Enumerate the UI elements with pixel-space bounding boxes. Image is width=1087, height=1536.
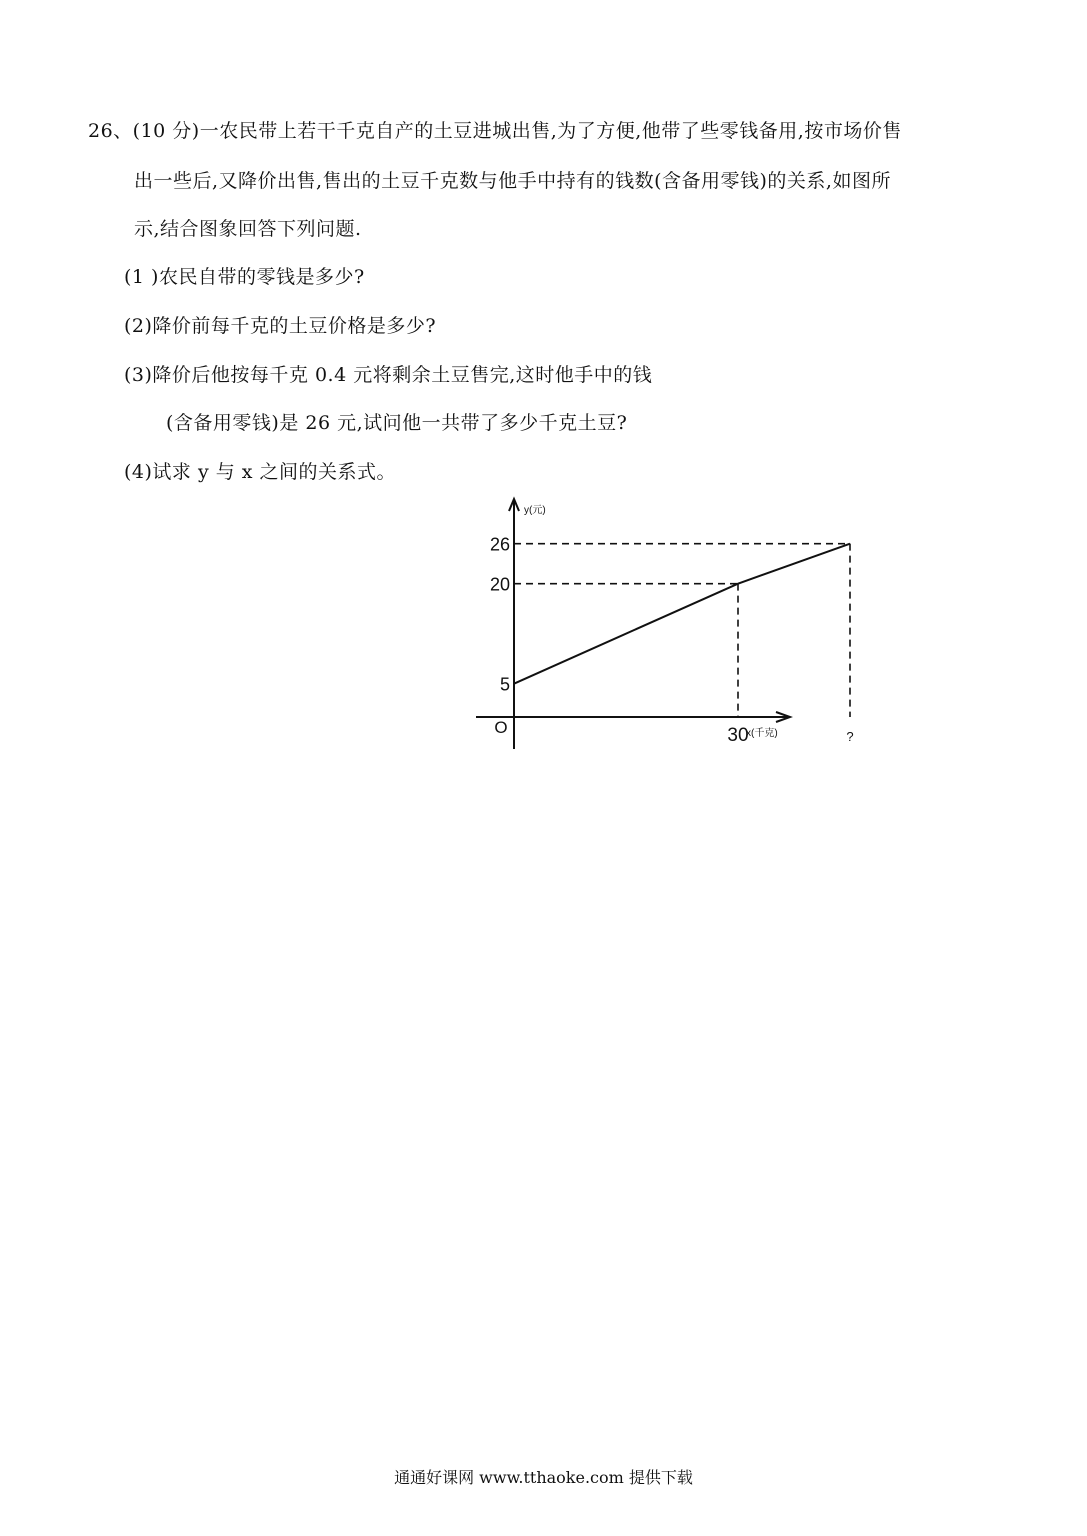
series-line: [514, 544, 850, 684]
graph-line: [514, 544, 850, 684]
dashed-guides: [514, 544, 850, 717]
graph-labels: [490, 504, 854, 746]
problem-line-2: 出一些后,又降价出售,售出的土豆千克数与他手中持有的钱数(含备用零钱)的关系,如图所: [134, 170, 891, 192]
x-axis-label: x(千克): [746, 728, 778, 739]
x-tick-label: ?: [846, 729, 854, 744]
question-3-continued: (含备用零钱)是 26 元,试问他一共带了多少千克土豆?: [166, 412, 628, 434]
question-2: (2)降价前每千克的土豆价格是多少?: [124, 315, 437, 337]
problem-line-1: 26、(10 分)一农民带上若干千克自产的土豆进城出售,为了方便,他带了些零钱备用,按市场价售: [88, 120, 902, 142]
y-tick-label: 20: [489, 574, 510, 595]
problem-line-3: 示,结合图象回答下列问题.: [134, 218, 362, 240]
question-3: (3)降价后他按每千克 0.4 元将剩余土豆售完,这时他手中的钱: [124, 364, 653, 386]
y-axis-label: y(元): [524, 505, 546, 516]
y-tick-label: 5: [499, 674, 510, 695]
axes: [476, 499, 790, 749]
footer: 通通好课网 www.tthaoke.com 提供下载: [394, 1468, 693, 1487]
y-tick-label: 26: [489, 534, 510, 555]
x-tick-label: 30: [727, 725, 749, 746]
question-4: (4)试求 y 与 x 之间的关系式。: [124, 461, 397, 483]
question-1: (1 )农民自带的零钱是多少?: [124, 266, 365, 288]
origin-label: O: [494, 718, 508, 737]
function-graph: [470, 495, 854, 760]
